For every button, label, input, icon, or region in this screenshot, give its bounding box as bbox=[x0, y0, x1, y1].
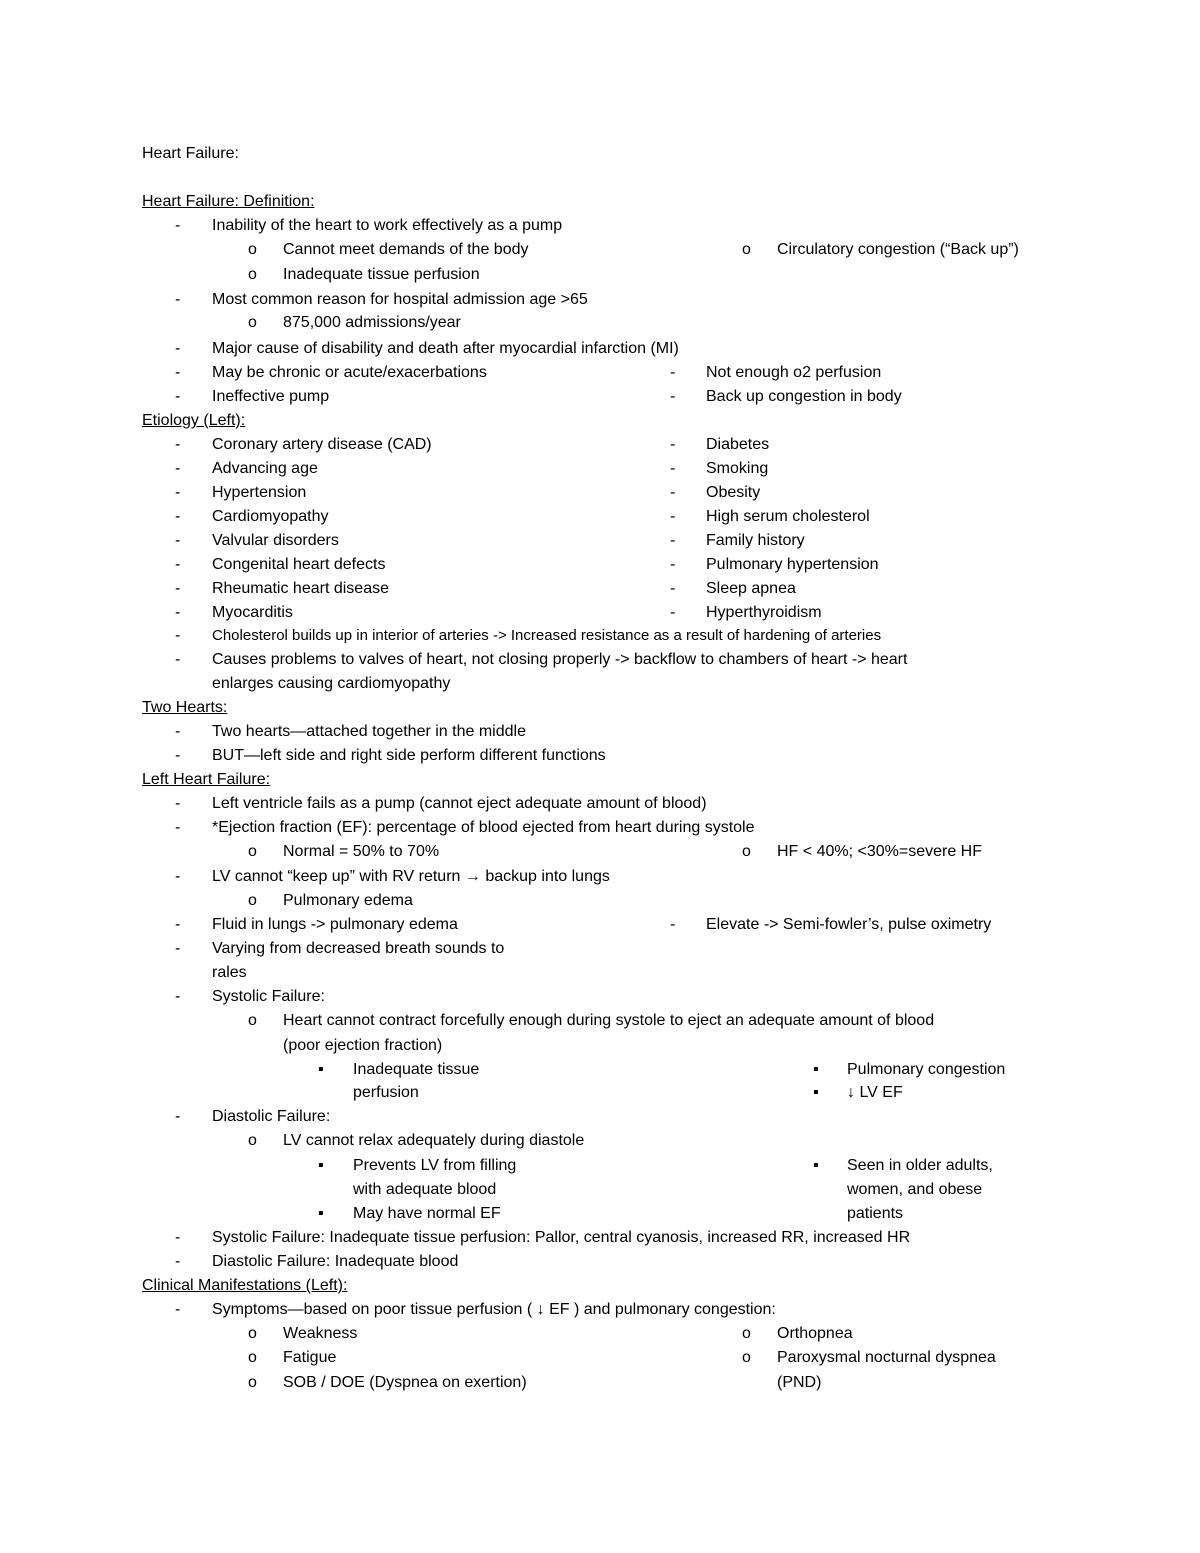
list-item: Diastolic Failure: bbox=[212, 1108, 331, 1125]
list-item: High serum cholesterol bbox=[706, 508, 870, 525]
bullet-dash: - bbox=[175, 868, 181, 885]
bullet-dash: - bbox=[175, 388, 181, 405]
bullet-dash: - bbox=[670, 388, 676, 405]
list-item: Inability of the heart to work effectively as a pump bbox=[212, 217, 563, 234]
section-heading-two-hearts: Two Hearts: bbox=[142, 699, 228, 716]
list-item-text: Symptoms—based on poor tissue perfusion ( bbox=[212, 1301, 533, 1318]
list-item: Cholesterol builds up in interior of arteries -> Increased resistance as a result of hardening of arteries bbox=[212, 627, 882, 644]
list-item: Two hearts—attached together in the middle bbox=[212, 723, 526, 740]
bullet-dash: - bbox=[175, 532, 181, 549]
bullet-dash: - bbox=[175, 916, 181, 933]
list-item: Back up congestion in body bbox=[706, 388, 902, 405]
list-item: Weakness bbox=[283, 1325, 358, 1342]
bullet-dash: - bbox=[175, 604, 181, 621]
bullet-dash: - bbox=[175, 1108, 181, 1125]
list-item: Circulatory congestion (“Back up”) bbox=[777, 241, 1019, 258]
bullet-dash: - bbox=[670, 604, 676, 621]
list-item: Congenital heart defects bbox=[212, 556, 386, 573]
bullet-dash: - bbox=[670, 364, 676, 381]
list-item: Not enough o2 perfusion bbox=[706, 364, 882, 381]
bullet-dash: - bbox=[670, 556, 676, 573]
list-item: Paroxysmal nocturnal dyspnea bbox=[777, 1349, 996, 1366]
list-item: Advancing age bbox=[212, 460, 318, 477]
list-item: BUT—left side and right side perform different functions bbox=[212, 747, 606, 764]
list-item: Valvular disorders bbox=[212, 532, 339, 549]
list-item: Prevents LV from filling bbox=[353, 1157, 517, 1174]
list-item: Myocarditis bbox=[212, 604, 293, 621]
list-item: Hyperthyroidism bbox=[706, 604, 822, 621]
bullet-dash: - bbox=[175, 580, 181, 597]
section-heading-clinical-manifestations: Clinical Manifestations (Left): bbox=[142, 1277, 348, 1294]
bullet-dash: - bbox=[670, 580, 676, 597]
list-item: Pulmonary hypertension bbox=[706, 556, 879, 573]
list-item: Systolic Failure: bbox=[212, 988, 325, 1005]
bullet-dash: - bbox=[175, 436, 181, 453]
bullet-dash: - bbox=[175, 556, 181, 573]
arrow-down-icon: ↓ bbox=[847, 1084, 855, 1101]
arrow-down-icon: ↓ bbox=[536, 1301, 545, 1318]
bullet-circle: o bbox=[248, 1349, 257, 1366]
list-item-continuation: perfusion bbox=[353, 1084, 419, 1101]
list-item: Family history bbox=[706, 532, 805, 549]
bullet-dash: - bbox=[175, 723, 181, 740]
bullet-circle: o bbox=[248, 1374, 257, 1391]
bullet-circle: o bbox=[248, 266, 257, 283]
list-item-text: LV cannot “keep up” with RV return bbox=[212, 868, 461, 885]
list-item-continuation: (PND) bbox=[777, 1374, 822, 1391]
bullet-square: ▪ bbox=[813, 1157, 819, 1174]
bullet-circle: o bbox=[742, 241, 751, 258]
list-item: Inadequate tissue bbox=[353, 1061, 480, 1078]
bullet-circle: o bbox=[248, 1325, 257, 1342]
section-heading-definition: Heart Failure: Definition: bbox=[142, 193, 315, 210]
bullet-dash: - bbox=[670, 436, 676, 453]
list-item: Sleep apnea bbox=[706, 580, 796, 597]
bullet-square: ▪ bbox=[318, 1061, 324, 1078]
bullet-dash: - bbox=[175, 1301, 181, 1318]
list-item: Systolic Failure: Inadequate tissue perfusion: Pallor, central cyanosis, increased RR, increased HR bbox=[212, 1229, 911, 1246]
bullet-circle: o bbox=[248, 1132, 257, 1149]
list-item: Fatigue bbox=[283, 1349, 337, 1366]
bullet-dash: - bbox=[175, 217, 181, 234]
list-item: SOB / DOE (Dyspnea on exertion) bbox=[283, 1374, 527, 1391]
list-item bbox=[847, 1081, 903, 1105]
list-item: Most common reason for hospital admission age >65 bbox=[212, 291, 588, 308]
list-item: 875,000 admissions/year bbox=[283, 314, 461, 331]
list-item: Inadequate tissue perfusion bbox=[283, 266, 480, 283]
bullet-dash: - bbox=[175, 340, 181, 357]
list-item: Major cause of disability and death after myocardial infarction (MI) bbox=[212, 340, 679, 357]
list-item-continuation: patients bbox=[847, 1205, 904, 1222]
bullet-dash: - bbox=[670, 484, 676, 501]
bullet-circle: o bbox=[742, 1325, 751, 1342]
list-item: Rheumatic heart disease bbox=[212, 580, 389, 597]
bullet-circle: o bbox=[742, 843, 751, 860]
bullet-dash: - bbox=[670, 916, 676, 933]
list-item: Orthopnea bbox=[777, 1325, 853, 1342]
list-item-text: backup into lungs bbox=[485, 868, 610, 885]
bullet-dash: - bbox=[175, 1253, 181, 1270]
document-title: Heart Failure: bbox=[142, 145, 239, 162]
list-item: Pulmonary congestion bbox=[847, 1061, 1006, 1078]
bullet-dash: - bbox=[175, 627, 181, 644]
list-item: Pulmonary edema bbox=[283, 892, 413, 909]
list-item: HF < 40%; <30%=severe HF bbox=[777, 843, 982, 860]
bullet-dash: - bbox=[175, 1229, 181, 1246]
list-item: Hypertension bbox=[212, 484, 307, 501]
bullet-dash: - bbox=[175, 460, 181, 477]
list-item: Causes problems to valves of heart, not closing properly -> backflow to chambers of heart -> heart bbox=[212, 651, 908, 668]
section-heading-left-heart-failure: Left Heart Failure: bbox=[142, 771, 271, 788]
bullet-circle: o bbox=[248, 241, 257, 258]
list-item-continuation: (poor ejection fraction) bbox=[283, 1037, 443, 1054]
list-item: May be chronic or acute/exacerbations bbox=[212, 364, 487, 381]
list-item: LV cannot relax adequately during diastole bbox=[283, 1132, 585, 1149]
list-item-text: EF ) and pulmonary congestion: bbox=[549, 1301, 776, 1318]
list-item: Cardiomyopathy bbox=[212, 508, 329, 525]
list-item: Diastolic Failure: Inadequate blood bbox=[212, 1253, 459, 1270]
bullet-circle: o bbox=[248, 892, 257, 909]
bullet-dash: - bbox=[670, 460, 676, 477]
list-item-continuation: rales bbox=[212, 964, 247, 981]
list-item-continuation: enlarges causing cardiomyopathy bbox=[212, 675, 451, 692]
list-item-continuation: with adequate blood bbox=[353, 1181, 497, 1198]
list-item: Elevate -> Semi-fowler’s, pulse oximetry bbox=[706, 916, 992, 933]
bullet-circle: o bbox=[248, 843, 257, 860]
list-item: Cannot meet demands of the body bbox=[283, 241, 529, 258]
bullet-dash: - bbox=[175, 484, 181, 501]
section-heading-etiology: Etiology (Left): bbox=[142, 412, 246, 429]
bullet-dash: - bbox=[175, 940, 181, 957]
list-item: Normal = 50% to 70% bbox=[283, 843, 440, 860]
list-item: Diabetes bbox=[706, 436, 770, 453]
bullet-square: ▪ bbox=[318, 1157, 324, 1174]
bullet-dash: - bbox=[670, 532, 676, 549]
bullet-circle: o bbox=[742, 1349, 751, 1366]
list-item bbox=[212, 1298, 776, 1322]
bullet-dash: - bbox=[175, 988, 181, 1005]
list-item: Fluid in lungs -> pulmonary edema bbox=[212, 916, 458, 933]
list-item: Obesity bbox=[706, 484, 761, 501]
list-item: Varying from decreased breath sounds to bbox=[212, 940, 505, 957]
list-item: Left ventricle fails as a pump (cannot eject adequate amount of blood) bbox=[212, 795, 707, 812]
list-item: *Ejection fraction (EF): percentage of blood ejected from heart during systole bbox=[212, 819, 755, 836]
bullet-square: ▪ bbox=[318, 1205, 324, 1222]
bullet-square: ▪ bbox=[813, 1061, 819, 1078]
list-item-continuation: women, and obese bbox=[847, 1181, 983, 1198]
bullet-dash: - bbox=[175, 364, 181, 381]
list-item: May have normal EF bbox=[353, 1205, 501, 1222]
bullet-dash: - bbox=[175, 747, 181, 764]
list-item: Heart cannot contract forcefully enough during systole to eject an adequate amount of blood bbox=[283, 1012, 935, 1029]
list-item: Seen in older adults, bbox=[847, 1157, 993, 1174]
bullet-dash: - bbox=[175, 819, 181, 836]
list-item: Smoking bbox=[706, 460, 769, 477]
list-item-text: LV EF bbox=[859, 1084, 903, 1101]
list-item bbox=[212, 865, 610, 889]
list-item: Ineffective pump bbox=[212, 388, 330, 405]
bullet-dash: - bbox=[175, 508, 181, 525]
bullet-circle: o bbox=[248, 1012, 257, 1029]
bullet-dash: - bbox=[175, 795, 181, 812]
bullet-dash: - bbox=[175, 291, 181, 308]
bullet-dash: - bbox=[175, 651, 181, 668]
bullet-dash: - bbox=[670, 508, 676, 525]
arrow-right-icon: → bbox=[464, 868, 481, 885]
bullet-circle: o bbox=[248, 314, 257, 331]
list-item: Coronary artery disease (CAD) bbox=[212, 436, 432, 453]
bullet-square: ▪ bbox=[813, 1084, 819, 1101]
